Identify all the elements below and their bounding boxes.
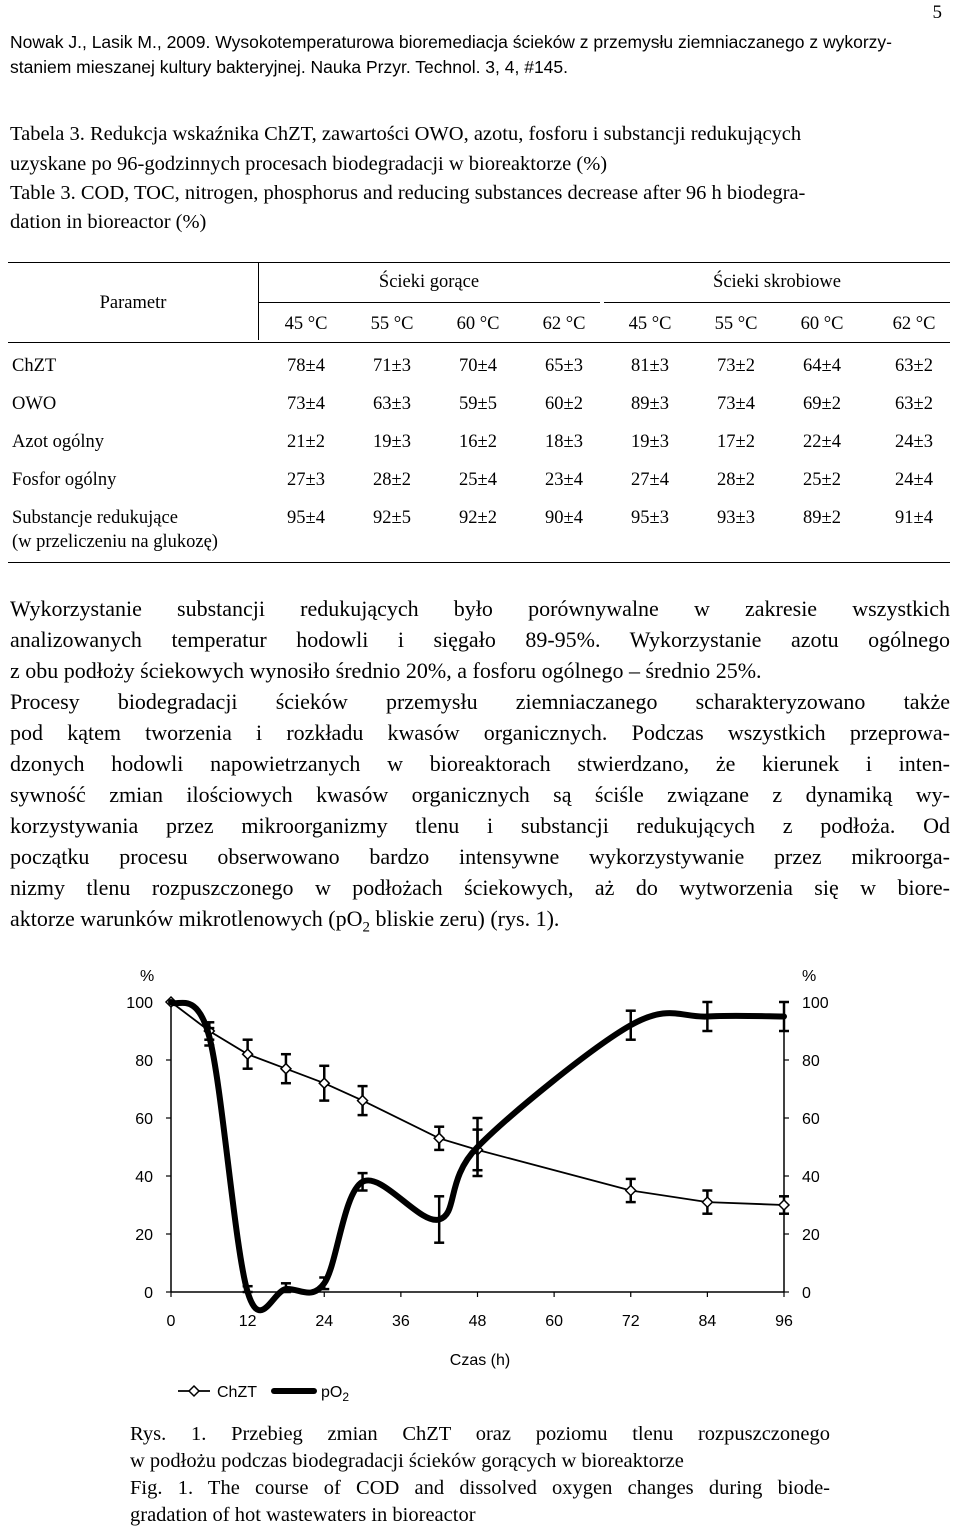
x-tick-label: 36 bbox=[391, 1313, 410, 1330]
table-cell: 63±2 bbox=[895, 394, 933, 414]
table-cell: 90±4 bbox=[545, 508, 583, 528]
y-axis-unit-left: % bbox=[140, 968, 155, 985]
temp-header-cell: 62 °C bbox=[542, 314, 586, 334]
table-cell: 73±2 bbox=[717, 356, 755, 376]
body-last-line-end: bliskie zeru) (rys. 1). bbox=[370, 906, 560, 931]
table-cell: 60±2 bbox=[545, 394, 583, 414]
citation-line-2: staniem mieszanej kultury bakteryjnej. Nauka Przyr. Technol. 3, 4, #145. bbox=[10, 57, 569, 77]
body-text-line: analizowanych temperatur hodowli i sięgało 89-95%. Wykorzystanie azotu ogólnego bbox=[10, 627, 950, 652]
table-cell: 70±4 bbox=[459, 356, 497, 376]
body-text-line: pod kątem tworzenia i rozkładu kwasów organicznych. Podczas wszystkich przeprowa- bbox=[10, 720, 950, 745]
body-text-line: Wykorzystanie substancji redukujących było porównywalne w zakresie wszystkich bbox=[10, 596, 950, 621]
x-tick-label: 48 bbox=[468, 1313, 487, 1330]
table-cell: 28±2 bbox=[373, 470, 411, 490]
table-caption-en-line1: Table 3. COD, TOC, nitrogen, phosphorus and reducing substances decrease after 96 h biodegra- bbox=[10, 182, 806, 204]
table-group2-rule bbox=[604, 302, 950, 303]
data-point-chzt bbox=[243, 1049, 253, 1059]
y-tick-label-right: 0 bbox=[802, 1285, 811, 1302]
body-last-line-subscript: 2 bbox=[362, 919, 371, 936]
table-cell: 89±2 bbox=[803, 508, 841, 528]
table-cell: 78±4 bbox=[287, 356, 325, 376]
table-cell: 64±4 bbox=[803, 356, 841, 376]
body-text-line: Procesy biodegradacji ścieków przemysłu ziemniaczanego scharakteryzowano także bbox=[10, 689, 950, 714]
y-tick-label-right: 80 bbox=[802, 1053, 820, 1070]
table-cell: 59±5 bbox=[459, 394, 497, 414]
temp-header-cell: 55 °C bbox=[714, 314, 758, 334]
table-caption-pl-line2: uzyskane po 96-godzinnych procesach biodegradacji w bioreaktorze (%) bbox=[10, 153, 608, 175]
temp-header-cell: 55 °C bbox=[370, 314, 414, 334]
row-label: Azot ogólny bbox=[12, 432, 104, 452]
temp-header-cell: 45 °C bbox=[628, 314, 672, 334]
data-point-chzt bbox=[779, 1200, 789, 1210]
x-tick-label: 60 bbox=[545, 1313, 564, 1330]
legend-chzt-marker bbox=[189, 1386, 199, 1396]
table-cell: 95±3 bbox=[631, 508, 669, 528]
temp-header-cell: 45 °C bbox=[284, 314, 328, 334]
table-cell: 24±4 bbox=[895, 470, 933, 490]
figure-caption-pl-line1: Rys. 1. Przebieg zmian ChZT oraz poziomu tlenu rozpuszczonego bbox=[130, 1423, 830, 1445]
body-text-line: początku procesu obserwowano bardzo intensywne wykorzystywanie przez mikroorga- bbox=[10, 844, 950, 869]
data-point-chzt bbox=[281, 1064, 291, 1074]
table-group1-rule bbox=[258, 302, 600, 303]
legend-po2-label: $pO_2$ bbox=[321, 1384, 350, 1404]
y-tick-label-right: 40 bbox=[802, 1169, 820, 1186]
header-citation bbox=[10, 30, 940, 80]
body-text-line: dzonych hodowli napowietrzanych w bioreaktorach stwierdzano, że kierunek i inten- bbox=[10, 751, 950, 776]
table-cell: 92±5 bbox=[373, 508, 411, 528]
table-cell: 91±4 bbox=[895, 508, 933, 528]
temp-header-cell: 62 °C bbox=[892, 314, 936, 334]
body-last-line-start: aktorze warunków mikrotlenowych (pO bbox=[10, 906, 363, 931]
figure-1-chart bbox=[0, 955, 960, 1415]
row-label: ChZT bbox=[12, 356, 57, 376]
table-cell: 73±4 bbox=[717, 394, 755, 414]
table-cell: 18±3 bbox=[545, 432, 583, 452]
body-text-line: korzystywania przez mikroorganizmy tlenu i substancji redukujących z podłoża. Od bbox=[10, 813, 950, 838]
table-cell: 25±2 bbox=[803, 470, 841, 490]
x-tick-label: 96 bbox=[775, 1313, 793, 1330]
data-point-chzt bbox=[358, 1096, 368, 1106]
table-caption-en-line2: dation in bioreactor (%) bbox=[10, 211, 207, 233]
y-tick-label-left: 40 bbox=[135, 1169, 153, 1186]
table-cell: 25±4 bbox=[459, 470, 497, 490]
table-cell: 63±3 bbox=[373, 394, 411, 414]
x-tick-label: 84 bbox=[698, 1313, 717, 1330]
table-cell: 93±3 bbox=[717, 508, 755, 528]
table-cell: 27±3 bbox=[287, 470, 325, 490]
table-bottom-rule bbox=[8, 562, 950, 563]
x-tick-label: 0 bbox=[166, 1313, 176, 1330]
data-point-chzt bbox=[626, 1186, 636, 1196]
figure-caption-en-line1: Fig. 1. The course of COD and dissolved oxygen changes during biode- bbox=[130, 1477, 830, 1499]
table-cell: 27±4 bbox=[631, 470, 669, 490]
y-tick-label-right: 100 bbox=[802, 995, 829, 1012]
body-text-line: z obu podłoży ściekowych wynosiło średnio 20%, a fosforu ogólnego – średnio 25%. bbox=[10, 658, 762, 683]
y-tick-label-right: 20 bbox=[802, 1227, 820, 1244]
table-top-rule bbox=[8, 262, 950, 263]
row-label: Fosfor ogólny bbox=[12, 470, 117, 490]
table-cell: 21±2 bbox=[287, 432, 325, 452]
y-tick-label-right: 60 bbox=[802, 1111, 820, 1128]
legend-chzt-label: ChZT bbox=[217, 1384, 257, 1401]
y-tick-label-left: 100 bbox=[126, 995, 153, 1012]
table-cell: 22±4 bbox=[803, 432, 841, 452]
table-cell: 73±4 bbox=[287, 394, 325, 414]
x-tick-label: 72 bbox=[621, 1313, 640, 1330]
table-cell: 81±3 bbox=[631, 356, 669, 376]
row-label-continued: (w przeliczeniu na glukozę) bbox=[12, 532, 218, 552]
table-cell: 92±2 bbox=[459, 508, 497, 528]
group-header-starch: Ścieki skrobiowe bbox=[713, 272, 841, 292]
row-label: OWO bbox=[12, 394, 57, 414]
table-caption-pl-line1: Tabela 3. Redukcja wskaźnika ChZT, zawartości OWO, azotu, fosforu i substancji redukujących bbox=[10, 123, 802, 145]
table-cell: 95±4 bbox=[287, 508, 325, 528]
body-text-last-line bbox=[10, 906, 950, 936]
table-cell: 69±2 bbox=[803, 394, 841, 414]
data-point-chzt bbox=[702, 1197, 712, 1207]
table-cell: 71±3 bbox=[373, 356, 411, 376]
table-cell: 19±3 bbox=[373, 432, 411, 452]
table-cell: 24±3 bbox=[895, 432, 933, 452]
figure-caption-pl-line2: w podłożu podczas biodegradacji ścieków gorących w bioreaktorze bbox=[130, 1450, 684, 1472]
table-cell: 23±4 bbox=[545, 470, 583, 490]
param-header: Parametr bbox=[99, 293, 167, 313]
table-cell: 17±2 bbox=[717, 432, 755, 452]
x-tick-label: 24 bbox=[315, 1313, 334, 1330]
figure-caption-en-line2: gradation of hot wastewaters in bioreactor bbox=[130, 1504, 476, 1526]
y-tick-label-left: 0 bbox=[144, 1285, 153, 1302]
table-cell: 28±2 bbox=[717, 470, 755, 490]
table-cell: 89±3 bbox=[631, 394, 669, 414]
body-text-line: nizmy tlenu rozpuszczonego w podłożach ściekowych, aż do wytworzenia się w biore- bbox=[10, 875, 950, 900]
row-label: Substancje redukujące bbox=[12, 508, 178, 528]
table-header-rule bbox=[8, 342, 950, 343]
body-text-line: sywność zmian ilościowych kwasów organicznych są ściśle związane z dynamiką wy- bbox=[10, 782, 950, 807]
x-tick-label: 12 bbox=[238, 1313, 257, 1330]
data-point-chzt bbox=[434, 1133, 444, 1143]
data-point-chzt bbox=[319, 1078, 329, 1088]
x-axis-label: Czas (h) bbox=[449, 1352, 511, 1369]
table-cell: 16±2 bbox=[459, 432, 497, 452]
table-cell: 65±3 bbox=[545, 356, 583, 376]
table-cell: 19±3 bbox=[631, 432, 669, 452]
table-cell: 63±2 bbox=[895, 356, 933, 376]
temp-header-cell: 60 °C bbox=[456, 314, 500, 334]
group-header-hot: Ścieki gorące bbox=[378, 272, 480, 292]
y-tick-label-left: 60 bbox=[135, 1111, 153, 1128]
y-tick-label-left: 20 bbox=[135, 1227, 153, 1244]
page-number: 5 bbox=[932, 2, 942, 23]
temp-header-cell: 60 °C bbox=[800, 314, 844, 334]
y-tick-label-left: 80 bbox=[135, 1053, 153, 1070]
citation-line-1: Nowak J., Lasik M., 2009. Wysokotemperaturowa bioremediacja ścieków z przemysłu ziemniaczanego z wykorzy- bbox=[10, 32, 892, 52]
y-axis-unit-right: % bbox=[802, 968, 817, 985]
